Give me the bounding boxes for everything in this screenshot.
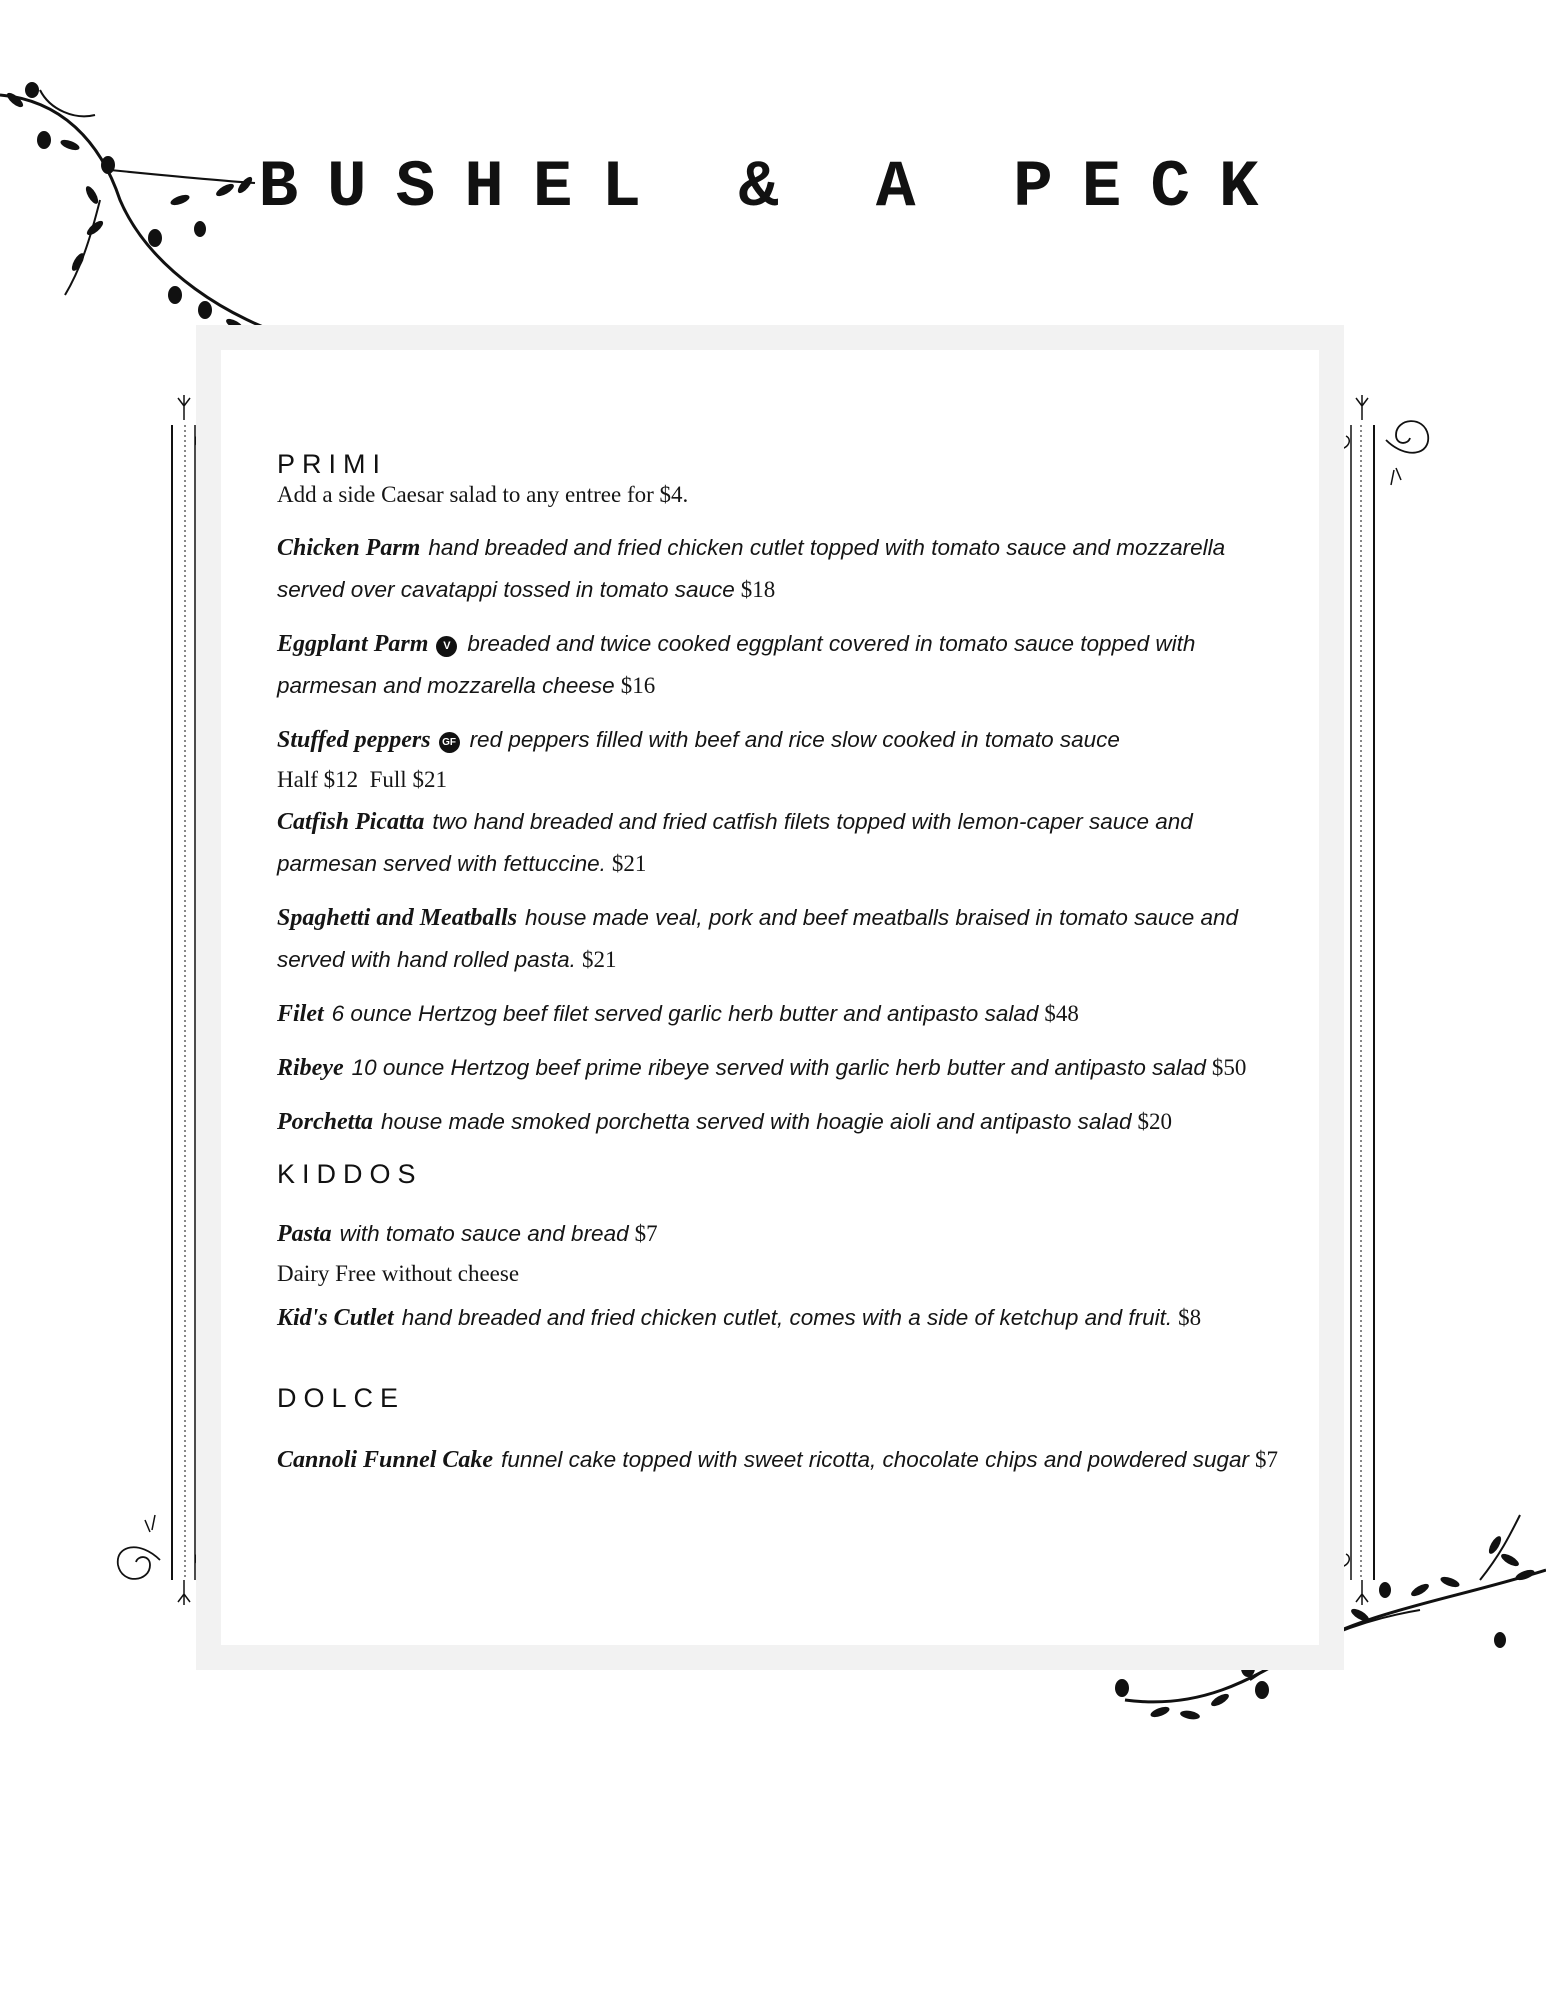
item-description: funnel cake topped with sweet ricotta, chocolate chips and powdered sugar (501, 1447, 1250, 1472)
gluten-free-badge-icon: GF (439, 732, 460, 753)
item-price: $21 (611, 851, 647, 876)
item-description: house made veal, pork and beef meatballs braised in tomato sauce and served with hand rolled pasta. (277, 905, 1238, 972)
item-name: Chicken Parm (277, 535, 421, 561)
restaurant-title: BUSHEL & A PECK (258, 150, 1288, 225)
item-name: Ribeye (277, 1055, 344, 1081)
menu-item (277, 623, 1297, 707)
item-description: with tomato sauce and bread (339, 1221, 629, 1246)
item-name: Eggplant Parm (277, 631, 429, 657)
item-description: 10 ounce Hertzog beef prime ribeye served with garlic herb butter and antipasto salad (351, 1055, 1206, 1080)
item-price: $16 (620, 673, 656, 698)
menu-content (277, 447, 1297, 1481)
item-name: Spaghetti and Meatballs (277, 905, 518, 931)
item-price: Half $12 Full $21 (277, 767, 447, 792)
item-name: Stuffed peppers (277, 727, 431, 753)
item-description: house made smoked porchetta served with hoagie aioli and antipasto salad (381, 1109, 1132, 1134)
item-description: red peppers filled with beef and rice slow cooked in tomato sauce (469, 727, 1120, 752)
menu-item (277, 1213, 1297, 1293)
item-price: $8 (1178, 1305, 1202, 1330)
menu-item (277, 801, 1297, 885)
menu-item (277, 897, 1297, 981)
item-price: $20 (1137, 1109, 1172, 1134)
menu-item (277, 719, 1297, 799)
item-price: $21 (581, 947, 617, 972)
item-price: $18 (740, 577, 776, 602)
section-heading-kiddos: KIDDOS (277, 1159, 423, 1189)
item-price: $48 (1044, 1001, 1079, 1026)
item-price: $7 (634, 1221, 658, 1246)
item-price: $50 (1211, 1055, 1247, 1080)
item-description: two hand breaded and fried catfish filets topped with lemon-caper sauce and parmesan served with fettuccine. (277, 809, 1193, 876)
item-description: 6 ounce Hertzog beef filet served garlic herb butter and antipasto salad (331, 1001, 1039, 1026)
menu-item (277, 1047, 1297, 1089)
menu-item (277, 1101, 1297, 1143)
item-description: breaded and twice cooked eggplant covered in tomato sauce topped with parmesan and mozzarella cheese (277, 631, 1196, 698)
item-name: Pasta (277, 1221, 332, 1247)
item-name: Cannoli Funnel Cake (277, 1447, 494, 1473)
item-price: $7 (1255, 1447, 1279, 1472)
menu-item (277, 993, 1297, 1035)
item-description: hand breaded and fried chicken cutlet topped with tomato sauce and mozzarella served over cavatappi tossed in tomato sauce (277, 535, 1226, 602)
dairy-free-note: Dairy Free without cheese (277, 1261, 520, 1286)
item-name: Filet (277, 1001, 324, 1027)
vegetarian-badge-icon: V (436, 636, 457, 657)
item-name: Kid's Cutlet (277, 1305, 394, 1331)
side-salad-note: Add a side Caesar salad to any entree for $4. (277, 482, 689, 507)
section-heading-dolce: DOLCE (277, 1383, 406, 1413)
item-name: Catfish Picatta (277, 809, 425, 835)
right-ornament (1331, 395, 1428, 1605)
menu-item (277, 1439, 1297, 1481)
section-heading-primi: PRIMI (277, 449, 388, 479)
menu-item (277, 527, 1297, 611)
menu-item (277, 1297, 1297, 1339)
item-description: hand breaded and fried chicken cutlet, comes with a side of ketchup and fruit. (401, 1305, 1173, 1330)
item-name: Porchetta (277, 1109, 373, 1135)
